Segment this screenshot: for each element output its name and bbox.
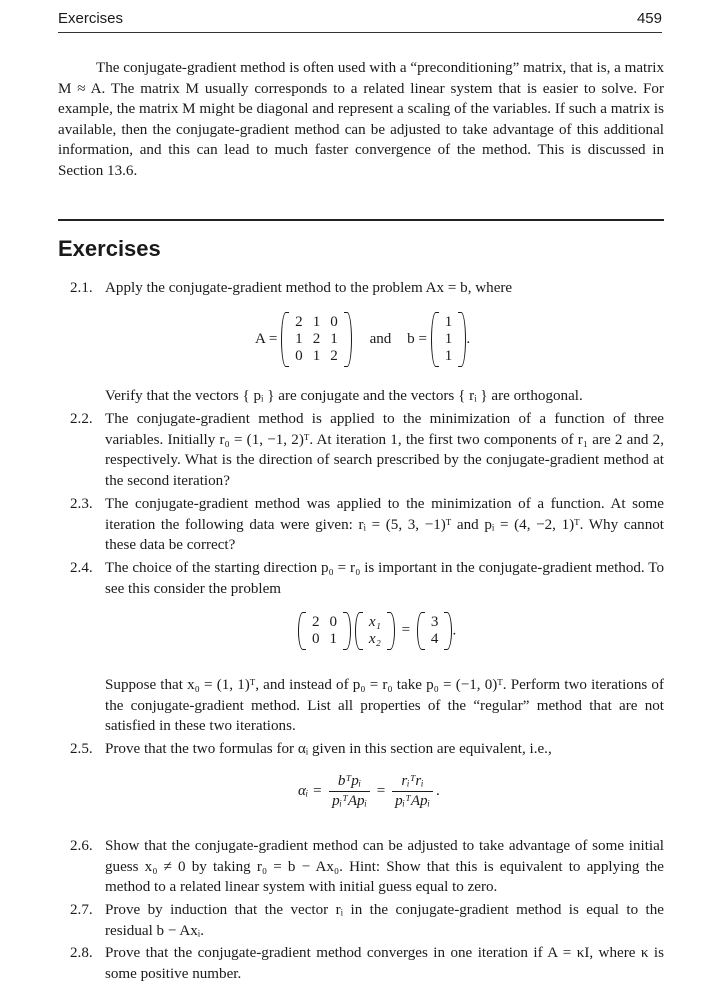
fraction-1: $\frac{\text{bᵀpᵢ}}{\text{pᵢᵀApᵢ}}$ bbox=[329, 772, 370, 811]
and-label: and bbox=[369, 330, 392, 347]
exercise-number: 2.8. bbox=[70, 945, 93, 961]
exercise-number: 2.1. bbox=[70, 280, 93, 296]
exercise-2-4-followup bbox=[70, 675, 664, 737]
exercise-text: Prove by induction that the vector rᵢ in the conjugate-gradient method is equal to the residual b − Axᵢ. bbox=[105, 902, 664, 939]
exercise-number: 2.7. bbox=[70, 902, 93, 918]
exercise-text: Verify that the vectors { pᵢ } are conjugate and the vectors { rᵢ } are orthogonal. bbox=[105, 388, 583, 404]
exercise-text: The conjugate-gradient method is applied to the minimization of a function of three variables. Initially r₀ = (1, −1, 2)ᵀ. At iteration 1, the first two components of r₁ are 2 and 2, respectively. What is the direction of search prescribed by the conjugate-gradient method at the second iteration? bbox=[105, 411, 664, 489]
exercise-number: 2.6. bbox=[70, 838, 93, 854]
exercise-text: Apply the conjugate-gradient method to the problem Ax = b, where bbox=[105, 280, 513, 296]
running-head-title: Exercises bbox=[58, 10, 124, 27]
vector-b-label: b = bbox=[407, 330, 427, 347]
exercise-2-1-followup bbox=[70, 386, 664, 407]
exercise-2-7 bbox=[70, 900, 664, 941]
vector-b: 1 1 1 bbox=[431, 314, 467, 365]
coefficient-matrix: 2 0 0 1 bbox=[298, 614, 351, 648]
section-title: Exercises bbox=[58, 236, 161, 261]
fraction-2: $\frac{\text{rᵢᵀrᵢ}}{\text{pᵢᵀApᵢ}}$ bbox=[392, 772, 433, 811]
exercise-2-8 bbox=[70, 943, 664, 984]
equation-2-5: αᵢ = $\frac{\text{bᵀpᵢ}}{\text{pᵢᵀApᵢ}}$ = $\frac{\text{rᵢᵀrᵢ}}{\text{pᵢᵀApᵢ}}$ . bbox=[298, 773, 440, 809]
exercise-text: Prove that the conjugate-gradient method converges in one iteration if A = κI, where κ is some positive number. bbox=[105, 945, 664, 982]
equation-2-1: A = 2 1 0 1 2 1 0 1 2 and b = 1 1 1 . bbox=[255, 314, 471, 364]
page-number: 459 bbox=[636, 10, 662, 27]
exercise-2-6 bbox=[70, 836, 664, 898]
alpha-lhs: αᵢ = bbox=[298, 782, 323, 799]
exercise-2-1 bbox=[70, 278, 664, 299]
exercise-2-4 bbox=[70, 558, 664, 599]
rhs-vector: 3 4 bbox=[417, 614, 453, 648]
exercise-2-2 bbox=[70, 409, 664, 491]
exercise-2-5 bbox=[70, 739, 664, 760]
exercise-number: 2.2. bbox=[70, 411, 93, 427]
matrix-A: 2 1 0 1 2 1 0 1 2 bbox=[281, 314, 352, 365]
exercise-text: The choice of the starting direction p₀ = r₀ is important in the conjugate-gradient method. To see this consider the problem bbox=[105, 560, 664, 597]
running-head bbox=[58, 10, 662, 33]
intro-paragraph: The conjugate-gradient method is often used with a “preconditioning” matrix, that is, a matrix M ≈ A. The matrix M usually corresponds to a related linear system that is easier to solve. For example, the matrix M might be diagonal and represent a scaling of the variables. If such a matrix is available, then the conjugate-gradient method can be adjusted to take advantage of this additional information, and this can lead to much faster convergence of the method. This is discussed in Section 13.6. bbox=[58, 60, 664, 179]
exercise-text: Suppose that x₀ = (1, 1)ᵀ, and instead of p₀ = r₀ take p₀ = (−1, 0)ᵀ. Perform two iterations of the conjugate-gradient method. List all properties of the “regular” method that are not satisfied in these two iterations. bbox=[105, 677, 664, 735]
section-divider bbox=[58, 219, 664, 221]
exercise-number: 2.4. bbox=[70, 560, 93, 576]
exercise-text: Show that the conjugate-gradient method can be adjusted to take advantage of some initial guess x₀ ≠ 0 by taking r₀ = b − Ax₀. Hint: Show that this is equivalent to applying the method to a related linear system with initial guess equal to zero. bbox=[105, 838, 664, 896]
equation-2-4: 2 0 0 1 x₁ x₂ = 3 4 . bbox=[298, 614, 456, 648]
exercise-number: 2.3. bbox=[70, 496, 93, 512]
exercise-number: 2.5. bbox=[70, 741, 93, 757]
exercise-text: The conjugate-gradient method was applied to the minimization of a function. At some iteration the following data were given: rᵢ = (5, 3, −1)ᵀ and pᵢ = (4, −2, 1)ᵀ. Why cannot these data be correct? bbox=[105, 496, 664, 554]
unknown-vector: x₁ x₂ bbox=[355, 614, 395, 648]
matrix-A-label: A = bbox=[255, 330, 278, 347]
exercise-text: Prove that the two formulas for αᵢ given in this section are equivalent, i.e., bbox=[105, 741, 552, 757]
exercise-2-3 bbox=[70, 494, 664, 556]
